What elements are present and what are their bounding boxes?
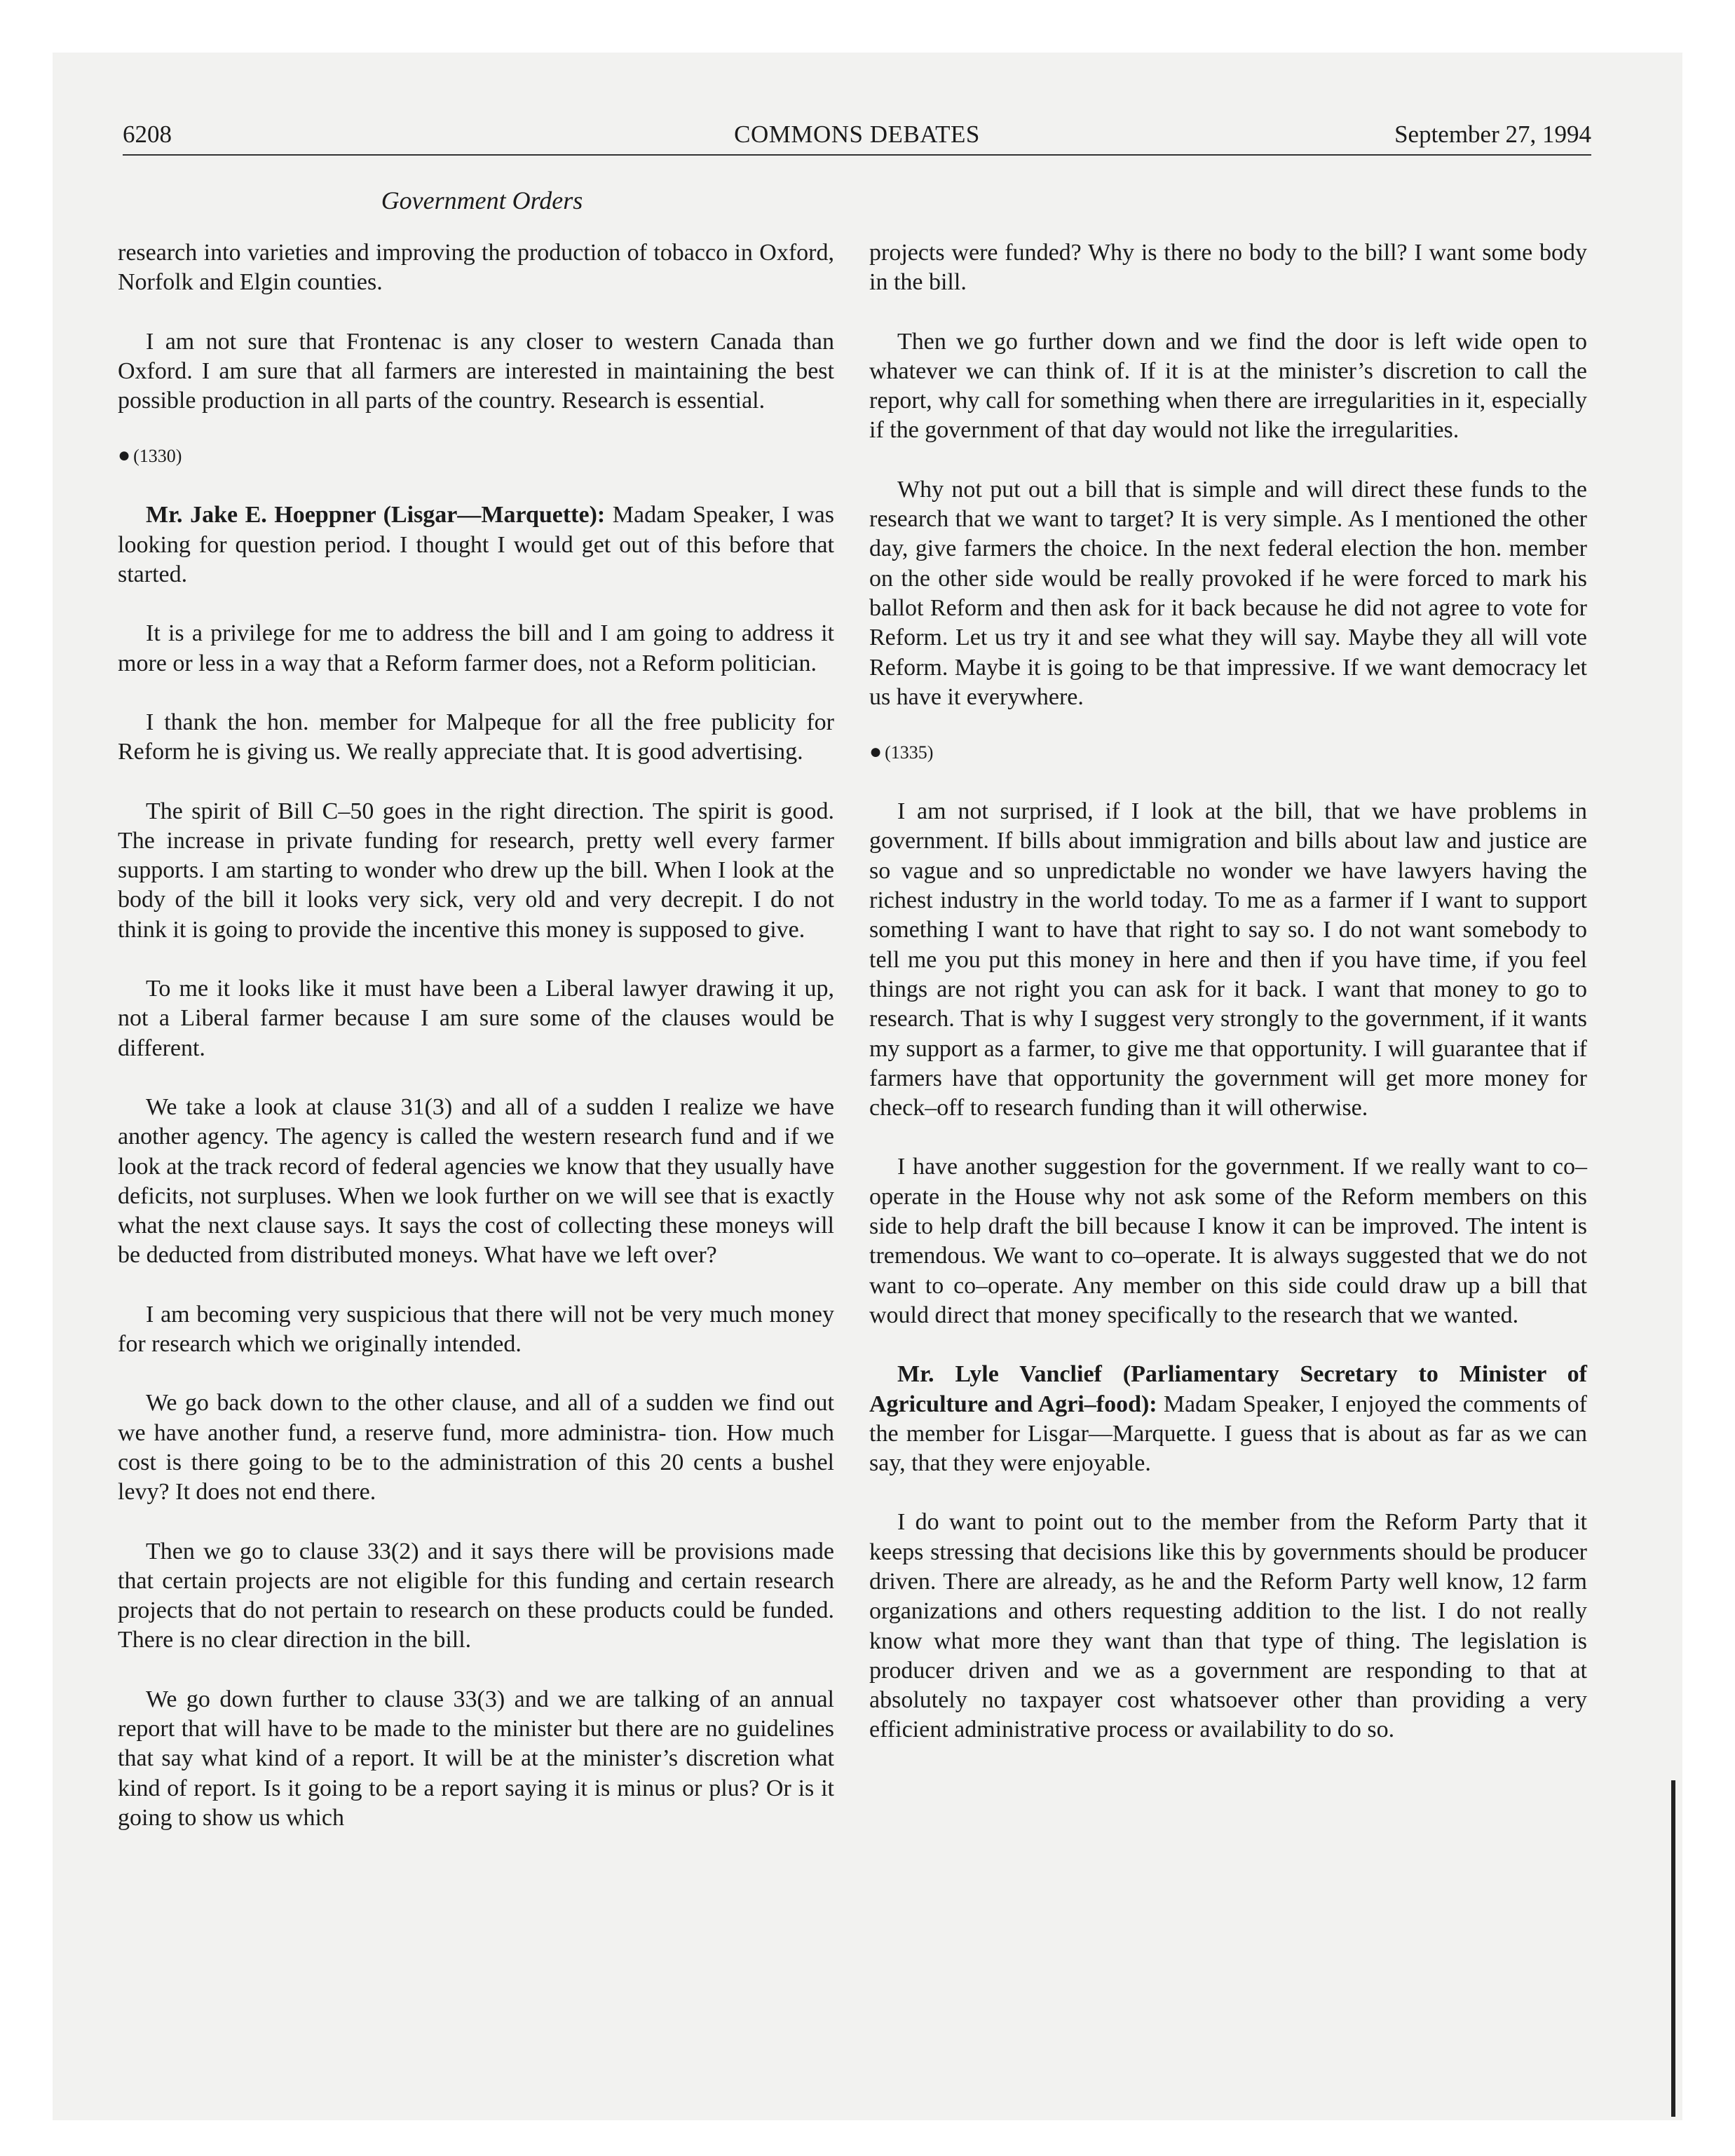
speech-text: Madam Speaker, I enjoyed the comments of the member for Lisgar—Marquette. I guess that is about as far as we can say, that they were enjoyable. <box>869 1391 1587 1477</box>
speech-paragraph <box>869 1360 1587 1478</box>
speech-paragraph <box>118 500 834 589</box>
bullet-icon: ● <box>118 444 131 468</box>
paragraph: Why not put out a bill that is simple and will direct these funds to the research that we want to target? It is very simple. As I mentioned the other day, give farmers the choice. In the next federal election the hon. member on the other side would be really provoked if he were forced to mark his ballot Reform and then ask for it back because he did not agree to vote for Reform. Let us try it and see what they will say. Maybe they all will vote Reform. Maybe it is going to be that impressive. If we want democracy let us have it everywhere. <box>869 476 1587 710</box>
speaker-name: Mr. Lyle Vanclief (Parliamentary Secretary to Minister of Agriculture and Agri–food): <box>869 1361 1587 1417</box>
paragraph: To me it looks like it must have been a Liberal lawyer drawing it up, not a Liberal farmer because I am sure some of the clauses would be different. <box>118 976 834 1061</box>
paragraph: Then we go to clause 33(2) and it says there will be provisions made that certain projects are not eligible for this funding and certain research projects that do not pertain to research on these products could be funded. There is no clear direction in the bill. <box>118 1538 834 1653</box>
bullet-icon: ● <box>869 740 883 764</box>
running-header <box>123 118 1591 156</box>
section-title: Government Orders <box>381 186 583 214</box>
paragraph: I thank the hon. member for Malpeque for all the free publicity for Reform he is giving us. We really appreciate that. It is good advertising. <box>118 709 834 765</box>
time-stamp-text: (1330) <box>133 446 182 467</box>
paragraph: It is a privilege for me to address the bill and I am going to address it more or less in a way that a Reform farmer does, not a Reform politician. <box>118 620 834 676</box>
paragraph: The spirit of Bill C–50 goes in the right direction. The spirit is good. The increase in private funding for research, pretty well every farmer supports. I am starting to wonder who drew up the bill. When I look at the body of the bill it looks very sick, very old and very decrepit. I do not think it is going to provide the incentive this money is supposed to give. <box>118 798 834 943</box>
paragraph: projects were funded? Why is there no body to the bill? I want some body in the bill. <box>869 240 1587 296</box>
speaker-name: Mr. Jake E. Hoeppner (Lisgar—Marquette): <box>146 502 606 528</box>
paragraph: Then we go further down and we find the door is left wide open to whatever we can think of. If it is at the minister’s discretion to call the report, why call for something when there are irregularities in it, especially if the government of that day would not like the irregularities. <box>869 328 1587 444</box>
paragraph: I have another suggestion for the government. If we really want to co–operate in the House why not ask some of the Reform members on this side to help draft the bill because I know it can be improved. The intent is tremendous. We want to co–operate. It is always suggested that we do not want to co–operate. Any member on this side could draw up a bill that would direct that money specifically to the research that we wanted. <box>869 1154 1587 1328</box>
time-stamp-text: (1335) <box>885 742 934 763</box>
paragraph: We go back down to the other clause, and all of a sudden we find out we have another fund, a reserve fund, more administra- tion. How much cost is there going to be to the administration of this 20 cents a bushel levy? It does not end there. <box>118 1390 834 1506</box>
time-stamp <box>118 445 834 467</box>
publication-title: COMMONS DEBATES <box>734 121 980 148</box>
page-number: 6208 <box>123 121 172 148</box>
right-column <box>869 238 1587 1775</box>
left-column <box>118 238 834 1862</box>
sitting-date: September 27, 1994 <box>1394 121 1591 148</box>
paragraph: research into varieties and improving the production of tobacco in Oxford, Norfolk and Elgin counties. <box>118 240 834 296</box>
paragraph: I do want to point out to the member from the Reform Party that it keeps stressing that decisions like this by governments should be producer driven. There are already, as he and the Reform Party well know, 12 farm organizations and others requesting addition to the list. I do not really know what more they want than that type of thing. The legislation is producer driven and we as a government are responding to that at absolutely no taxpayer cost whatsoever other than providing a very efficient administrative process or availability to do so. <box>869 1509 1587 1743</box>
time-stamp <box>869 742 1587 763</box>
page-edge-shadow <box>1671 1780 1675 2117</box>
speech-text: Madam Speaker, I was looking for question period. I thought I would get out of this before that started. <box>118 502 835 588</box>
paragraph: I am not surprised, if I look at the bill, that we have problems in government. If bills about immigration and bills about law and justice are so vague and so unpredictable no wonder we have lawyers having the richest industry in the world today. To me as a farmer if I want to support something I want to have that right to say so. I do not want somebody to tell me you put this money in here and then if you have time, if you feel things are not right you can ask for it back. I want that money to go to research. That is why I suggest very strongly to the government, if it wants my support as a farmer, to give me that opportunity. I will guarantee that if farmers have that opportunity the government will get more money for check–off to research funding than it will otherwise. <box>869 798 1587 1121</box>
paragraph: I am becoming very suspicious that there will not be very much money for research which we originally intended. <box>118 1301 834 1358</box>
paragraph: We take a look at clause 31(3) and all of a sudden I realize we have another agency. The agency is called the western research fund and if we look at the track record of federal agencies we know that they usually have deficits, not surpluses. When we look further on we will see that is exactly what the next clause says. It says the cost of collecting these moneys will be deducted from distributed moneys. What have we left over? <box>118 1093 834 1269</box>
paragraph: I am not sure that Frontenac is any closer to western Canada than Oxford. I am sure that all farmers are interested in maintaining the best possible production in all parts of the country. Research is essential. <box>118 328 834 414</box>
paragraph: We go down further to clause 33(3) and we are talking of an annual report that will have to be made to the minister but there are no guidelines that say what kind of a report. It will be at the minister’s discretion what kind of report. Is it going to be a report saying it is minus or plus? Or is it going to show us which <box>118 1686 834 1831</box>
